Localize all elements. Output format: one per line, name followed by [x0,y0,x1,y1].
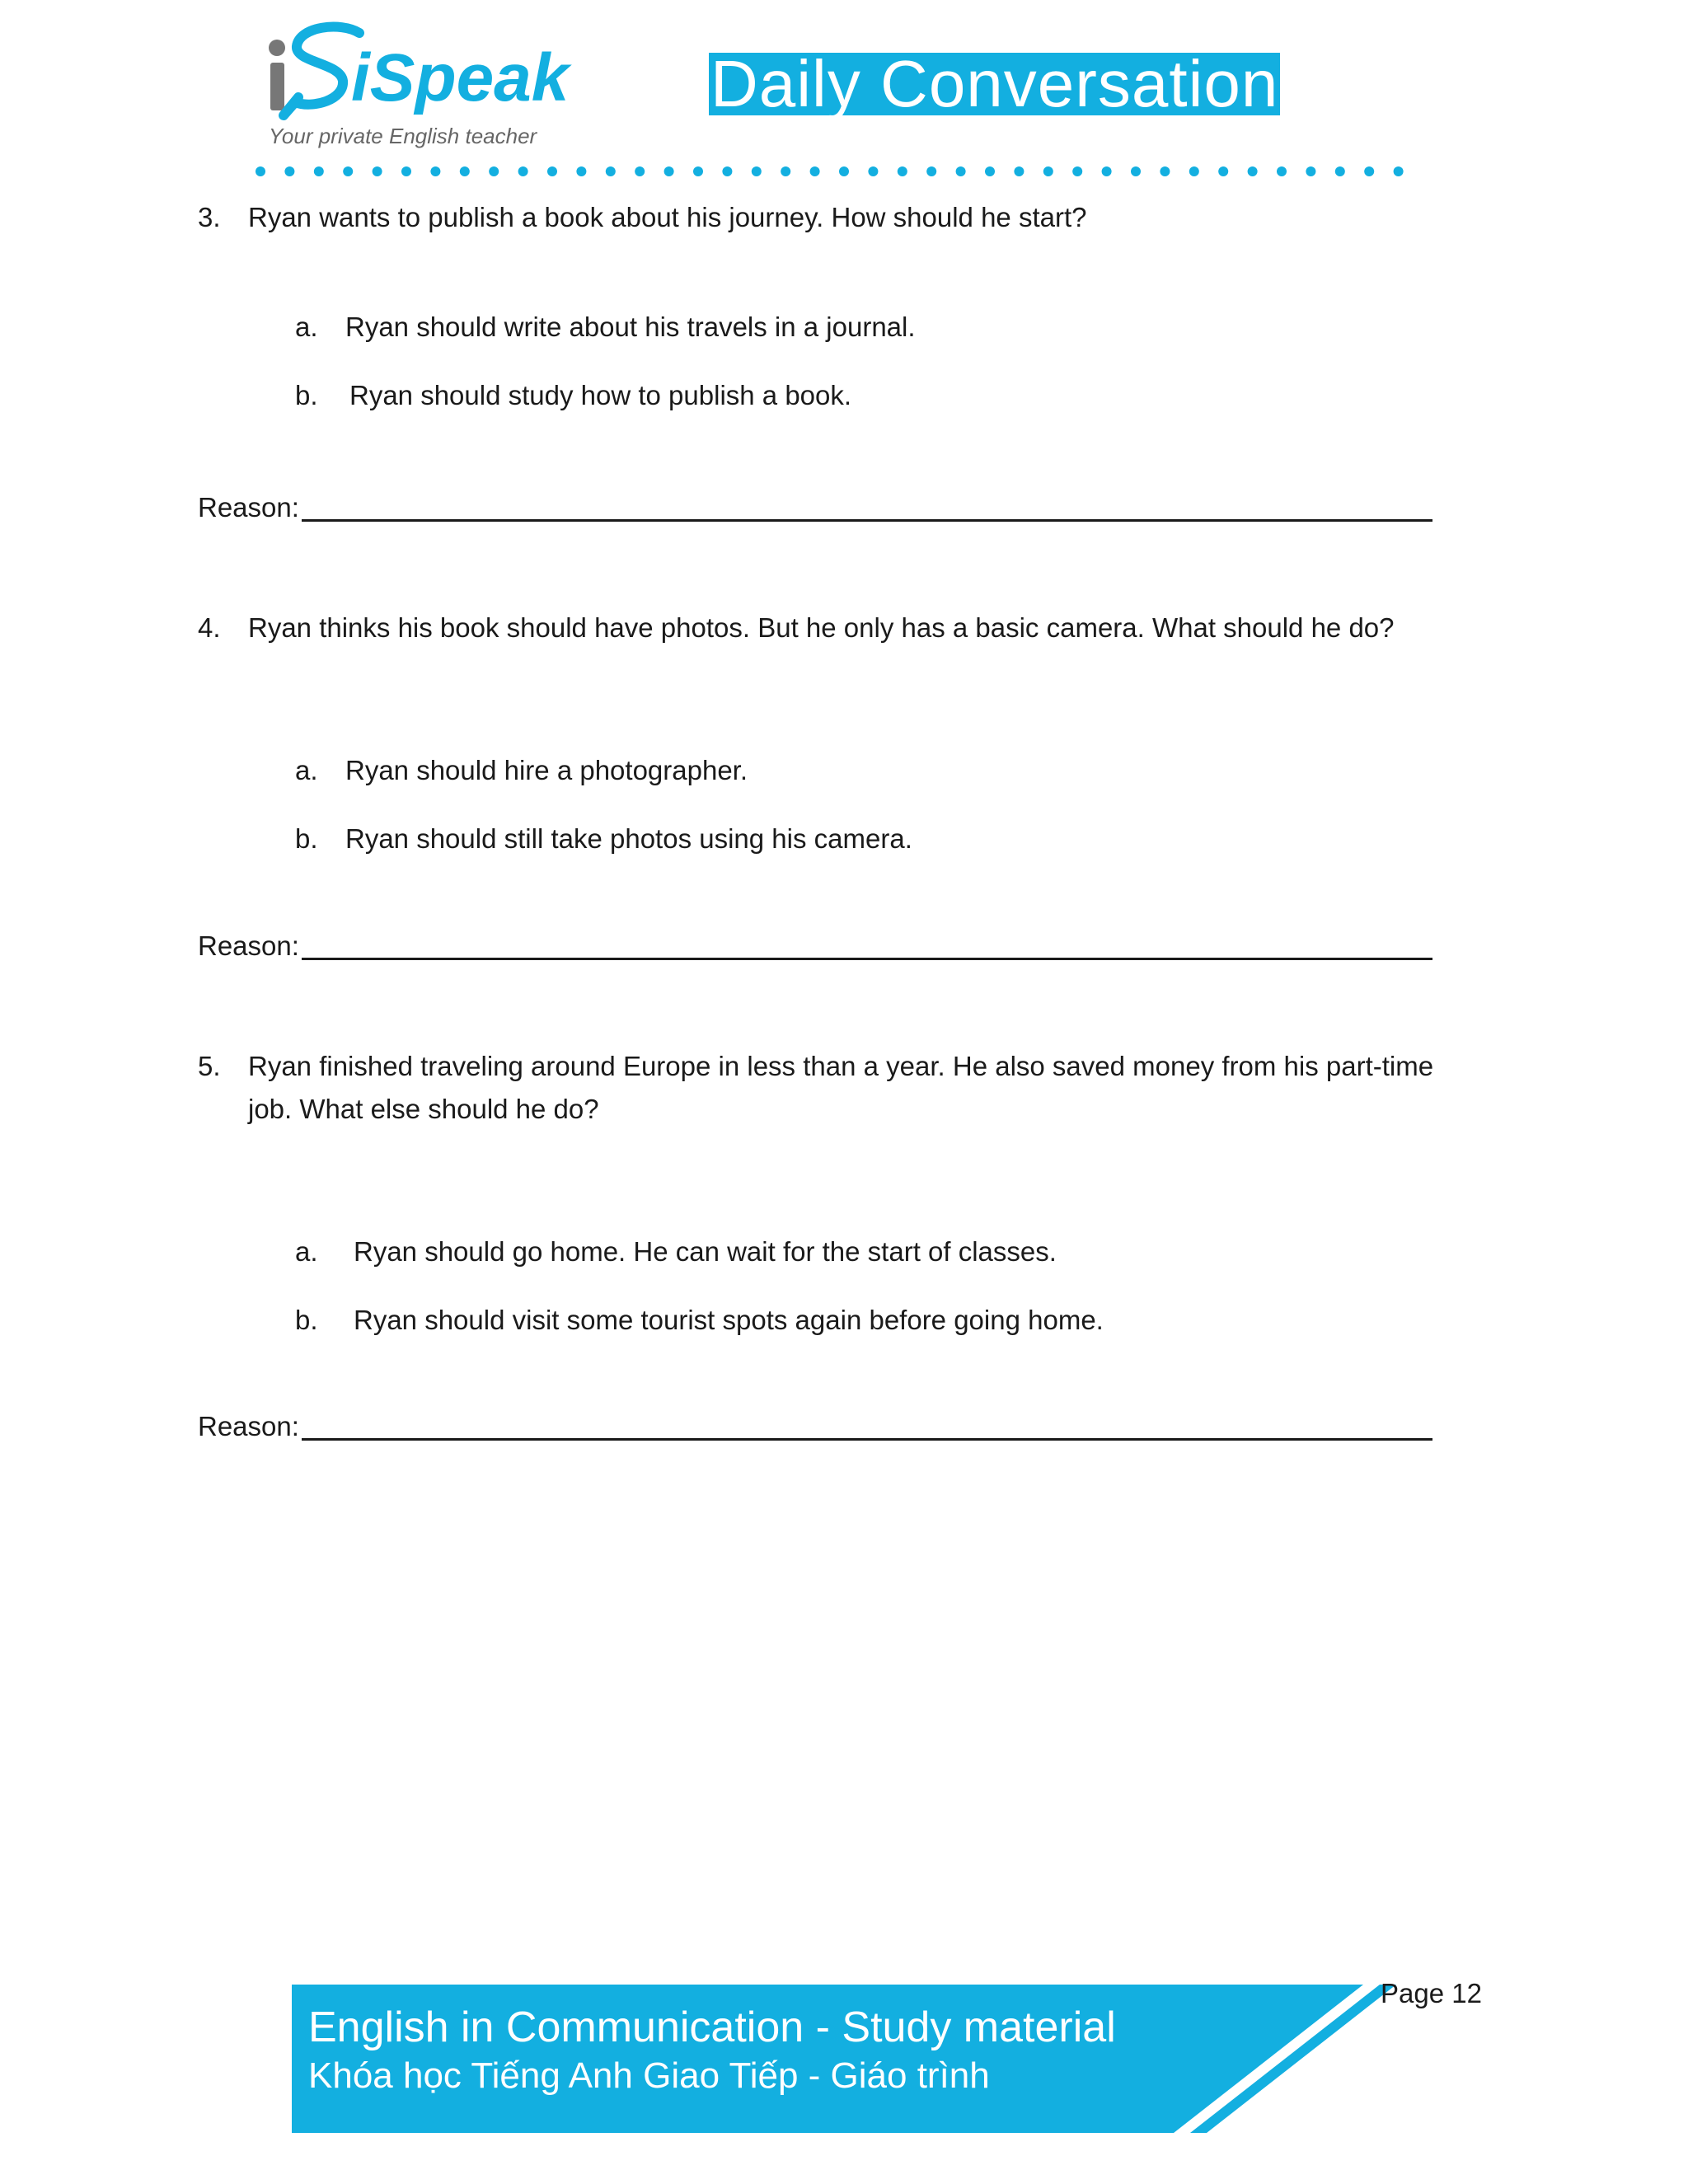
divider-dot [664,166,674,176]
divider-dot [926,166,936,176]
logo-wordmark: iSpeak [351,40,570,115]
option-letter: b. [295,380,318,410]
divider-dot [898,166,907,176]
divider-dot [373,166,382,176]
option-5b [295,1299,1367,1342]
divider-dot [256,166,265,176]
divider-dot [1364,166,1374,176]
divider-dot [430,166,440,176]
option-text: Ryan should study how to publish a book. [349,380,852,410]
divider-dot [1102,166,1112,176]
reason-3 [198,486,1434,529]
divider-dot [635,166,645,176]
option-4a [295,749,1367,792]
divider-dot [956,166,966,176]
divider-dot [722,166,732,176]
reason-label: Reason: [198,930,299,961]
reason-4 [198,925,1434,968]
dotted-divider [254,165,1432,178]
question-number: 3. [198,202,221,232]
question-text: Ryan thinks his book should have photos. But he only has a basic camera. What should he do? [248,612,1395,643]
divider-dot [1248,166,1258,176]
question-5 [198,1045,1484,1131]
divider-dot [781,166,790,176]
question-3 [198,196,1434,239]
option-letter: a. [295,755,318,785]
reason-label: Reason: [198,492,299,523]
option-text: Ryan should visit some tourist spots again before going home. [354,1305,1104,1335]
divider-dot [1043,166,1053,176]
divider-dot [985,166,995,176]
question-text: Ryan wants to publish a book about his journey. How should he start? [248,202,1087,232]
divider-dot [314,166,324,176]
divider-dot [606,166,616,176]
divider-dot [1014,166,1024,176]
option-5a [295,1230,1367,1273]
option-text: Ryan should go home. He can wait for the start of classes. [354,1236,1057,1267]
footer-course-subtitle: Khóa học Tiếng Anh Giao Tiếp - Giáo trình [308,2055,990,2096]
divider-dot [576,166,586,176]
divider-dot [752,166,762,176]
divider-dot [1189,166,1199,176]
divider-dot [284,166,294,176]
question-number: 4. [198,612,221,643]
divider-dot [489,166,499,176]
option-text: Ryan should still take photos using his camera. [345,823,912,854]
logo-tagline: Your private English teacher [269,124,537,148]
divider-dot [1218,166,1228,176]
reason-answer-line[interactable] [302,519,1432,522]
option-3b [295,374,1367,417]
divider-dot [401,166,411,176]
reason-5 [198,1405,1434,1448]
divider-dot [839,166,849,176]
option-letter: b. [295,823,318,854]
divider-dot [1160,166,1170,176]
divider-dot [1277,166,1287,176]
divider-dot [693,166,703,176]
option-text: Ryan should write about his travels in a journal. [345,312,916,342]
reason-answer-line[interactable] [302,1438,1432,1441]
question-4 [198,607,1484,649]
divider-dot [810,166,820,176]
option-letter: b. [295,1305,318,1335]
divider-dot [1335,166,1345,176]
question-number: 5. [198,1051,221,1081]
ispeak-logo-mark [262,15,570,130]
divider-dot [547,166,557,176]
option-letter: a. [295,312,318,342]
option-4b [295,818,1367,860]
divider-dot [868,166,878,176]
option-text: Ryan should hire a photographer. [345,755,748,785]
divider-dot [343,166,353,176]
reason-answer-line[interactable] [302,958,1432,960]
ispeak-logo [262,15,570,155]
question-text-line-1: Ryan finished traveling around Europe in less than a year. He also saved money from his part-time [248,1051,1434,1081]
footer-course-title: English in Communication - Study material [308,2004,1116,2051]
reason-label: Reason: [198,1411,299,1441]
divider-dot [1131,166,1141,176]
page-title: Daily Conversation [710,47,1279,120]
footer-banner [292,1976,1396,2133]
divider-dot [1306,166,1315,176]
option-3a [295,306,1367,349]
divider-dot [518,166,528,176]
question-text-line-2: job. What else should he do? [248,1094,599,1124]
page-number: Page 12 [1381,1978,1482,2008]
divider-dot [1394,166,1404,176]
divider-dot [460,166,470,176]
divider-dot [1072,166,1082,176]
option-letter: a. [295,1236,318,1267]
